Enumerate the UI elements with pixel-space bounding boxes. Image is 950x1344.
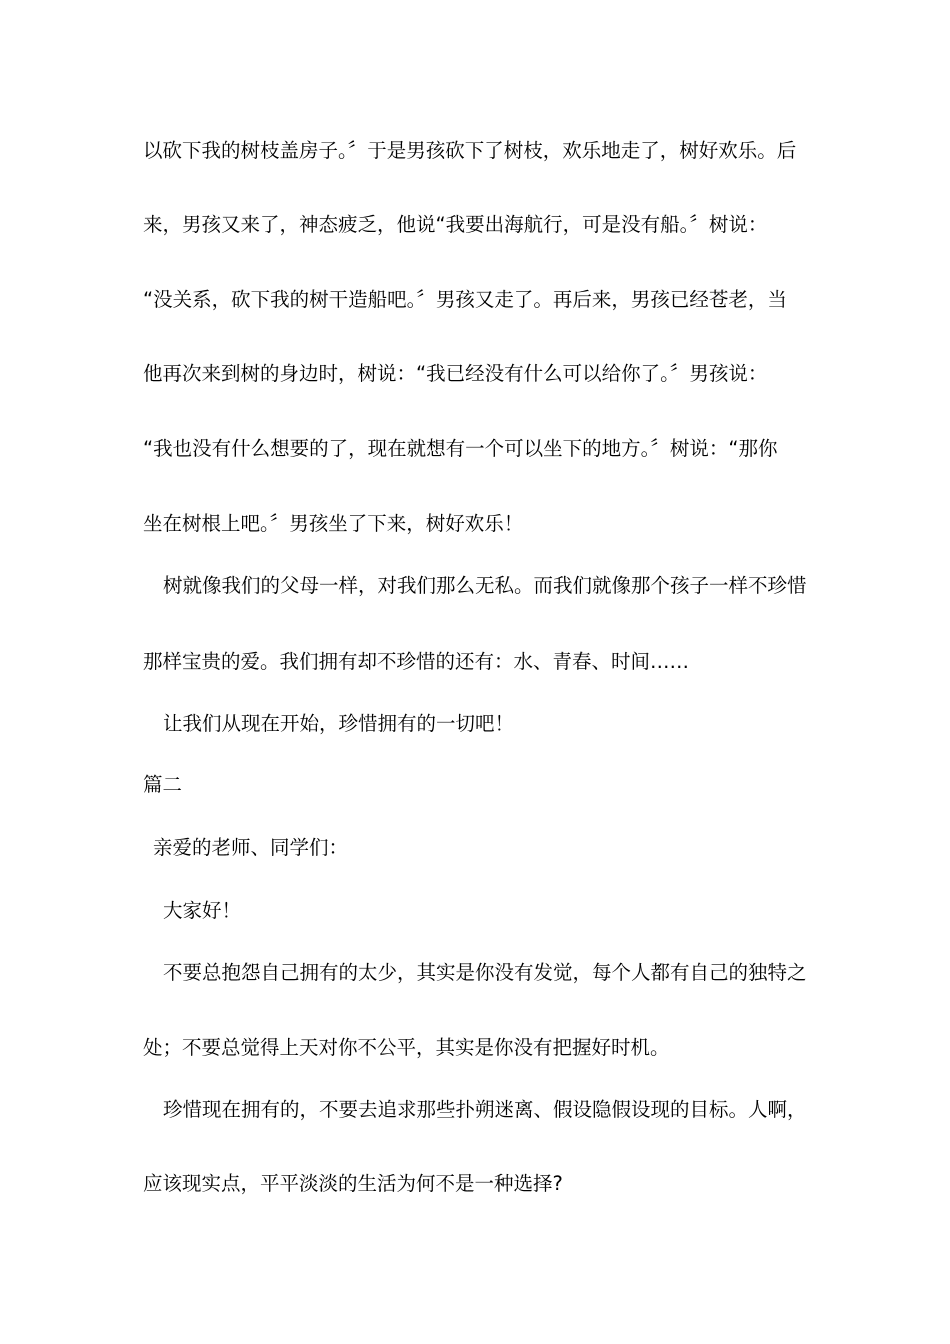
greeting: 大家好！ (163, 899, 242, 922)
story-line: 他再次来到树的身边时，树说：“我已经没有什么可以给你了。〞男孩说： (143, 362, 768, 385)
salutation: 亲爱的老师、同学们： (153, 836, 349, 859)
reflection-line: 那样宝贵的爱。我们拥有却不珍惜的还有：水、青春、时间…… (143, 650, 690, 673)
paragraph-line: 珍惜现在拥有的，不要去追求那些扑朔迷离、假设隐假设现的目标。人啊， (163, 1098, 807, 1121)
reflection-line: 树就像我们的父母一样，对我们那么无私。而我们就像那个孩子一样不珍惜 (163, 574, 807, 597)
story-line: 以砍下我的树枝盖房子。〞于是男孩砍下了树枝，欢乐地走了，树好欢乐。后 (143, 139, 797, 162)
paragraph-line: 处；不要总觉得上天对你不公平，其实是你没有把握好时机。 (143, 1036, 670, 1059)
closing-line: 让我们从现在开始，珍惜拥有的一切吧！ (163, 712, 515, 735)
story-line: 坐在树根上吧。〞男孩坐了下来，树好欢乐！ (143, 512, 524, 535)
story-line: “没关系，砍下我的树干造船吧。〞男孩又走了。再后来，男孩已经苍老，当 (143, 288, 787, 311)
paragraph-line: 应该现实点，平平淡淡的生活为何不是一种选择? (143, 1172, 563, 1195)
paragraph-line: 不要总抱怨自己拥有的太少，其实是你没有发觉，每个人都有自己的独特之 (163, 961, 807, 984)
story-line: 来，男孩又来了，神态疲乏，他说“我要出海航行，可是没有船。〞树说： (143, 213, 768, 236)
story-line: “我也没有什么想要的了，现在就想有一个可以坐下的地方。〞树说：“那你 (143, 437, 778, 460)
section-title: 篇二 (143, 773, 183, 796)
